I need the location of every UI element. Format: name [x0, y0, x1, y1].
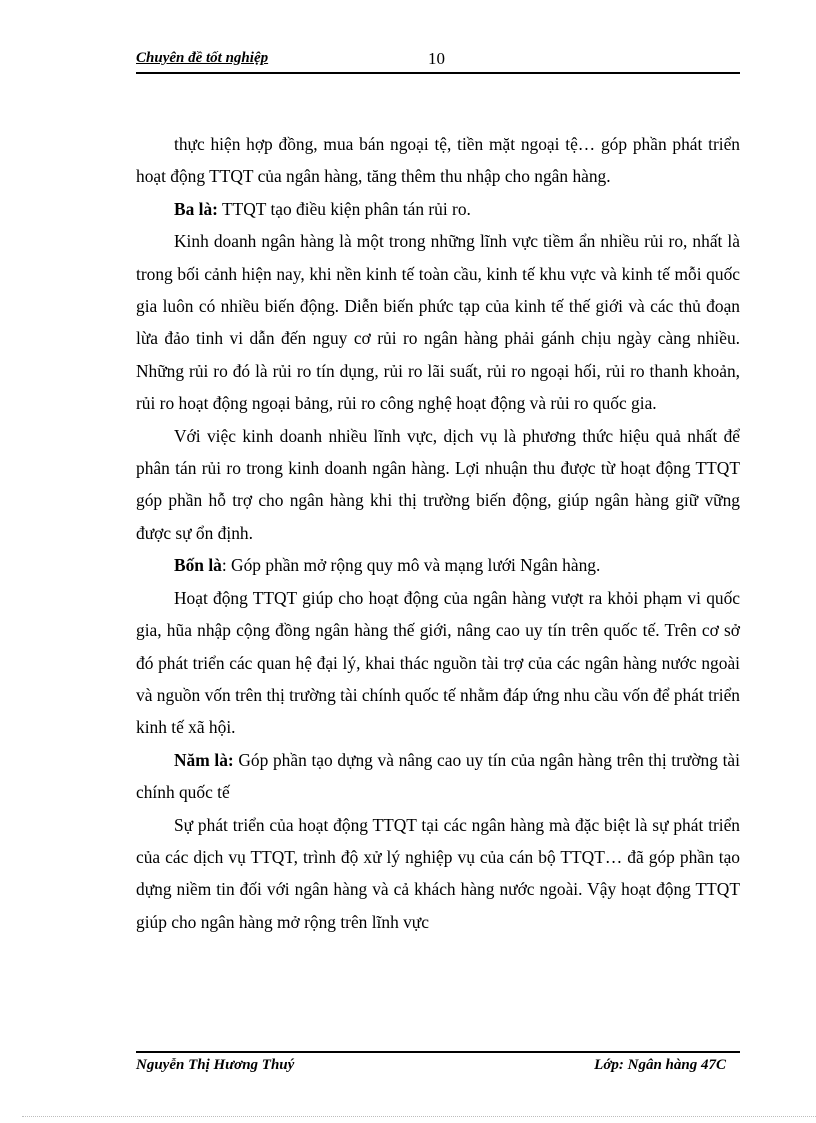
paragraph-diversify [136, 420, 740, 550]
paragraph-risk [136, 225, 740, 419]
page-edge-divider [22, 1116, 816, 1117]
paragraph-bon-la [136, 549, 740, 581]
class-label: Lớp: Ngân hàng 47C [594, 1057, 726, 1073]
paragraph-text: : Góp phần mở rộng quy mô và mạng lưới Ngân hàng. [221, 555, 601, 576]
page-number: 10 [428, 49, 445, 68]
paragraph-text: Hoạt động TTQT giúp cho hoạt động của ngân hàng vượt ra khỏi phạm vi quốc gia, hũa nhập cộng đồng ngân hàng thế giới, nâng cao uy tín trên quốc tế. Trên cơ sở đó phát triển các quan hệ đại lý, khai thác nguồn tài trợ của các ngân hàng nước ngoài và nguồn vốn trên thị trường tài chính quốc tế nhằm đáp ứng nhu cầu vốn để phát triển kinh tế xã hội. [136, 587, 740, 738]
paragraph-reputation [136, 809, 740, 939]
author-name: Nguyễn Thị Hương Thuý [136, 1057, 295, 1073]
paragraph-text: thực hiện hợp đồng, mua bán ngoại tệ, tiền mặt ngoại tệ… góp phần phát triển hoạt động TTQT của ngân hàng, tăng thêm thu nhập cho ngân hàng. [136, 134, 740, 187]
paragraph-lead: Năm là: [174, 749, 234, 770]
page-header [136, 48, 740, 74]
paragraph-text: Với việc kinh doanh nhiều lĩnh vực, dịch vụ là phương thức hiệu quả nhất để phân tán rủi ro trong kinh doanh ngân hàng. Lợi nhuận thu được từ hoạt động TTQT góp phần hỗ trợ cho ngân hàng khi thị trường biến động, giúp ngân hàng giữ vững được sự ổn định. [136, 425, 740, 543]
paragraph-continuation [136, 128, 740, 193]
paragraph-ba-la [136, 193, 740, 225]
paragraph-text: Góp phần tạo dựng và nâng cao uy tín của ngân hàng trên thị trường tài chính quốc tế [136, 749, 740, 803]
paragraph-text: Kinh doanh ngân hàng là một trong những lĩnh vực tiềm ẩn nhiều rủi ro, nhất là trong bối cảnh hiện nay, khi nền kinh tế toàn cầu, kinh tế khu vực và kinh tế mỗi quốc gia luôn có nhiều biến động. Diễn biến phức tạp của kinh tế thế giới và các thủ đoạn lừa đảo tinh vi dẫn đến nguy cơ rủi ro ngân hàng phải gánh chịu ngày càng nhiều. Những rủi ro đó là rủi ro tín dụng, rủi ro lãi suất, rủi ro ngoại hối, rủi ro thanh khoản, rủi ro hoạt động ngoại bảng, rủi ro công nghệ hoạt động và rủi ro quốc gia. [136, 231, 740, 414]
paragraph-lead: Ba là: [174, 198, 218, 219]
paragraph-text: TTQT tạo điều kiện phân tán rủi ro. [217, 198, 471, 219]
document-body [136, 128, 740, 938]
document-title: Chuyên đề tốt nghiệp [136, 50, 269, 66]
paragraph-expand [136, 582, 740, 744]
paragraph-nam-la [136, 744, 740, 809]
paragraph-text: Sự phát triển của hoạt động TTQT tại các ngân hàng mà đặc biệt là sự phát triển của các dịch vụ TTQT, trình độ xử lý nghiệp vụ của cán bộ TTQT… đã góp phần tạo dựng niềm tin đối với ngân hàng và cả khách hàng nước ngoài. Vậy hoạt động TTQT giúp cho ngân hàng mở rộng trên lĩnh vực [136, 814, 740, 932]
page-footer [136, 1051, 740, 1081]
paragraph-lead: Bốn là [174, 555, 222, 576]
